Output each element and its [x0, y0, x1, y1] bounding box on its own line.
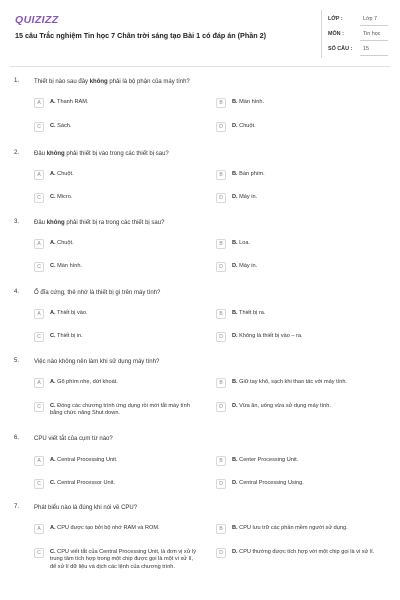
- question-text: [34, 435, 374, 443]
- option-letter: D.: [232, 123, 238, 129]
- option-label: Thiết bị ra.: [237, 310, 266, 316]
- option-letter: D.: [232, 194, 238, 200]
- option-label: Vừa ăn, uống vừa sử dụng máy tính.: [237, 403, 331, 409]
- option-text: [50, 480, 200, 487]
- option-letter: A.: [50, 240, 56, 246]
- option-text: [232, 240, 382, 247]
- option-label: Center Processing Unit.: [237, 457, 299, 463]
- option-letter-badge: A: [34, 456, 44, 466]
- option-text: [50, 457, 200, 464]
- answer-option-a: [34, 239, 204, 261]
- option-text: [50, 263, 200, 270]
- option-text: [50, 403, 200, 418]
- question-text: [34, 150, 374, 158]
- answer-option-c: [34, 262, 204, 284]
- option-text: [50, 240, 200, 247]
- answer-option-c: [34, 122, 204, 144]
- option-letter-badge: A: [34, 378, 44, 388]
- answer-option-b: [216, 98, 386, 120]
- question-number: 7.: [14, 504, 20, 510]
- option-text: [232, 99, 382, 106]
- option-text: [232, 549, 382, 556]
- answer-option-d: [216, 332, 386, 354]
- answer-option-d: [216, 122, 386, 144]
- option-label: Máy in.: [237, 263, 258, 269]
- option-text: [50, 310, 200, 317]
- option-letter: C.: [50, 263, 56, 269]
- answer-option-a: [34, 170, 204, 192]
- question-text-part: phải là bộ phận của máy tính?: [107, 79, 190, 85]
- option-label: Không là thiết bị vào – ra.: [237, 333, 303, 339]
- option-text: [50, 99, 200, 106]
- option-label: CPU thường được tích hợp với một chip gọi là vi xử lí.: [237, 549, 375, 555]
- option-letter: A.: [50, 99, 56, 105]
- option-letter: B.: [232, 99, 238, 105]
- option-text: [232, 171, 382, 178]
- answer-option-c: [34, 332, 204, 354]
- option-letter: C.: [50, 480, 56, 486]
- answer-option-c: [34, 548, 204, 570]
- meta-underline: [360, 25, 388, 26]
- option-letter: C.: [50, 333, 56, 339]
- option-label: Máy in.: [237, 194, 258, 200]
- answer-option-b: [216, 239, 386, 261]
- answer-option-d: [216, 402, 386, 424]
- answer-option-a: [34, 378, 204, 400]
- option-text: [50, 171, 200, 178]
- option-label: CPU viết tắt của Central Processing Unit, là đơn vị xử lý trung tâm tích hợp trong một chip được gọi là một vi xử lí, để xử lí dữ liệu và dịch các lệnh của chương trình.: [50, 549, 197, 570]
- meta-underline: [360, 40, 388, 41]
- option-text: [232, 123, 382, 130]
- meta-count-value: 15: [363, 46, 369, 52]
- answer-option-d: [216, 479, 386, 501]
- option-letter: D.: [232, 263, 238, 269]
- answer-option-b: [216, 309, 386, 331]
- option-letter: B.: [232, 457, 238, 463]
- option-letter-badge: B: [216, 170, 226, 180]
- option-letter-badge: A: [34, 309, 44, 319]
- option-label: CPU được tạo bởi bộ nhớ RAM và ROM.: [55, 525, 160, 531]
- option-label: Màn hình.: [55, 263, 83, 269]
- option-text: [232, 403, 382, 410]
- option-letter-badge: D: [216, 193, 226, 203]
- option-letter-badge: D: [216, 402, 226, 412]
- question-text: [34, 504, 374, 512]
- option-label: Đóng các chương trình ứng dụng rồi mới tắt máy tính bằng chức năng Shut down.: [50, 403, 190, 417]
- option-label: Giữ tay khô, sạch khi thao tác với máy tính.: [237, 379, 347, 385]
- option-letter-badge: D: [216, 262, 226, 272]
- option-text: [50, 194, 200, 201]
- meta-count: [328, 43, 388, 56]
- option-text: [232, 525, 382, 532]
- option-text: [50, 525, 200, 532]
- option-text: [232, 480, 382, 487]
- option-letter-badge: D: [216, 548, 226, 558]
- answer-option-d: [216, 193, 386, 215]
- option-label: Chuột.: [55, 240, 74, 246]
- option-letter-badge: B: [216, 98, 226, 108]
- question-text-part: Ổ đĩa cứng, thẻ nhớ là thiết bị gì trên máy tính?: [34, 290, 161, 296]
- question-number: 5.: [14, 358, 20, 364]
- option-text: [232, 194, 382, 201]
- question-text-part: phải thiết bị vào trong các thiết bị sau?: [64, 151, 169, 157]
- option-letter: B.: [232, 379, 238, 385]
- option-label: CPU lưu trữ các phần mềm người sử dụng.: [237, 525, 348, 531]
- option-letter-badge: A: [34, 98, 44, 108]
- header-divider: [321, 10, 322, 58]
- option-letter-badge: A: [34, 524, 44, 534]
- option-label: Sách.: [55, 123, 72, 129]
- question-text-part: Phát biểu nào là đúng khi nói về CPU?: [34, 505, 138, 511]
- meta-subject-label: MÔN :: [328, 31, 344, 37]
- option-label: Central Processing Unit.: [55, 457, 118, 463]
- option-letter-badge: C: [34, 262, 44, 272]
- option-text: [232, 457, 382, 464]
- option-letter: D.: [232, 333, 238, 339]
- answer-option-b: [216, 524, 386, 546]
- question-text-part: CPU viết tắt của cụm từ nào?: [34, 436, 113, 442]
- option-letter-badge: D: [216, 332, 226, 342]
- question-text-emphasis: không: [46, 151, 65, 157]
- question-text-part: Đâu: [34, 151, 47, 157]
- option-letter-badge: D: [216, 122, 226, 132]
- option-label: Gõ phím nhẹ, dứt khoát.: [55, 379, 118, 385]
- question-text: [34, 78, 374, 86]
- option-text: [232, 263, 382, 270]
- meta-underline: [360, 55, 388, 56]
- answer-option-c: [34, 193, 204, 215]
- question-text-emphasis: không: [46, 220, 65, 226]
- option-label: Thanh RAM.: [55, 99, 89, 105]
- option-letter-badge: C: [34, 402, 44, 412]
- option-letter-badge: C: [34, 122, 44, 132]
- meta-class-value: Lớp 7: [363, 16, 378, 22]
- option-letter-badge: C: [34, 332, 44, 342]
- option-letter-badge: B: [216, 456, 226, 466]
- option-text: [50, 333, 200, 340]
- option-label: Thiết bị vào.: [55, 310, 88, 316]
- option-letter: A.: [50, 310, 56, 316]
- option-letter-badge: A: [34, 239, 44, 249]
- option-letter: C.: [50, 549, 56, 555]
- option-letter: D.: [232, 403, 238, 409]
- question-text-part: Đâu: [34, 220, 47, 226]
- answer-option-a: [34, 524, 204, 546]
- option-text: [50, 123, 200, 130]
- question-text-emphasis: không: [89, 79, 108, 85]
- option-letter-badge: C: [34, 479, 44, 489]
- option-letter: A.: [50, 525, 56, 531]
- option-letter-badge: B: [216, 239, 226, 249]
- option-label: Chuột.: [237, 123, 256, 129]
- header-separator: [10, 66, 390, 67]
- option-letter: B.: [232, 171, 238, 177]
- option-text: [50, 379, 200, 386]
- question-text-part: Thiết bị nào sau đây: [34, 79, 90, 85]
- page-title: 15 câu Trắc nghiệm Tin học 7 Chân trời sáng tạo Bài 1 có đáp án (Phần 2): [15, 31, 267, 40]
- meta-count-label: SỐ CÂU :: [328, 46, 353, 52]
- option-letter: C.: [50, 194, 56, 200]
- answer-option-d: [216, 262, 386, 284]
- option-letter-badge: D: [216, 479, 226, 489]
- option-label: Micro.: [55, 194, 73, 200]
- option-label: Thiết bị in.: [55, 333, 83, 339]
- option-label: Chuột.: [55, 171, 74, 177]
- question-text: [34, 358, 374, 366]
- page-header: [0, 0, 400, 64]
- option-text: [50, 549, 200, 571]
- answer-option-c: [34, 479, 204, 501]
- option-letter-badge: B: [216, 378, 226, 388]
- question-text: [34, 289, 374, 297]
- option-letter-badge: C: [34, 548, 44, 558]
- answer-option-b: [216, 378, 386, 400]
- meta-class-label: LỚP :: [328, 16, 343, 22]
- answer-option-b: [216, 170, 386, 192]
- meta-class: [328, 13, 388, 26]
- option-text: [232, 333, 382, 340]
- option-letter-badge: B: [216, 524, 226, 534]
- option-letter: D.: [232, 480, 238, 486]
- question-number: 6.: [14, 435, 20, 441]
- option-text: [232, 379, 382, 386]
- option-label: Central Processing Using.: [237, 480, 304, 486]
- option-label: Central Processor Unit.: [55, 480, 115, 486]
- option-label: Loa.: [237, 240, 251, 246]
- option-letter-badge: B: [216, 309, 226, 319]
- question-text-part: phải thiết bị ra trong các thiết bị sau?: [64, 220, 165, 226]
- option-letter: C.: [50, 123, 56, 129]
- question-number: 1.: [14, 78, 20, 84]
- question-text-part: Việc nào không nên làm khi sử dụng máy tính?: [34, 359, 160, 365]
- option-letter: B.: [232, 240, 238, 246]
- answer-option-a: [34, 456, 204, 478]
- option-text: [232, 310, 382, 317]
- answer-option-b: [216, 456, 386, 478]
- meta-subject: [328, 28, 388, 41]
- quizizz-logo: QUIZIZZ: [15, 14, 59, 26]
- option-label: Bàn phím.: [237, 171, 265, 177]
- option-letter: C.: [50, 403, 56, 409]
- answer-option-a: [34, 309, 204, 331]
- option-letter: A.: [50, 171, 56, 177]
- answer-option-c: [34, 402, 204, 424]
- option-letter: B.: [232, 525, 238, 531]
- question-text: [34, 219, 374, 227]
- option-letter: D.: [232, 549, 238, 555]
- option-letter-badge: A: [34, 170, 44, 180]
- answer-option-d: [216, 548, 386, 570]
- question-number: 3.: [14, 219, 20, 225]
- question-number: 4.: [14, 289, 20, 295]
- option-letter: A.: [50, 379, 56, 385]
- option-letter: A.: [50, 457, 56, 463]
- question-number: 2.: [14, 150, 20, 156]
- meta-subject-value: Tin học: [363, 31, 381, 37]
- option-letter: B.: [232, 310, 238, 316]
- option-letter-badge: C: [34, 193, 44, 203]
- option-label: Màn hình.: [237, 99, 265, 105]
- answer-option-a: [34, 98, 204, 120]
